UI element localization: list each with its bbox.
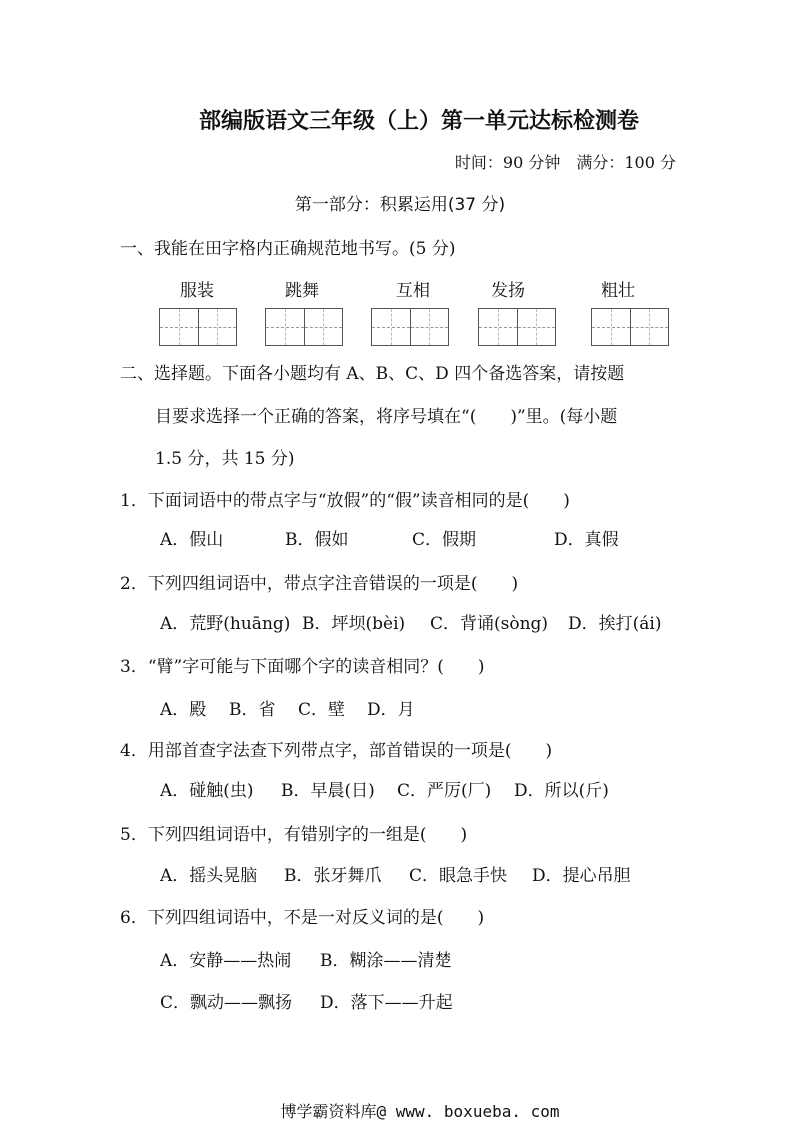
section2-heading-line3: 1.5 分，共 15 分)	[155, 449, 295, 469]
question-6-option-d[interactable]: D．落下——升起	[320, 993, 453, 1013]
question-1-option-a[interactable]: A．假山	[160, 530, 224, 550]
question-5-option-b[interactable]: B．张牙舞爪	[284, 866, 382, 886]
footer-watermark: 博学霸资料库@ www. boxueba. com	[280, 1102, 560, 1121]
question-2-option-b[interactable]: B．坪坝(bèi)	[302, 614, 406, 634]
question-1-option-c[interactable]: C．假期	[412, 530, 477, 550]
question-3-option-d[interactable]: D．月	[367, 700, 415, 720]
question-1-option-d[interactable]: D．真假	[554, 530, 619, 550]
question-3-option-b[interactable]: B．省	[229, 700, 276, 720]
question-2-option-d[interactable]: D．挨打(ái)	[568, 614, 662, 634]
question-4-option-d[interactable]: D．所以(斤)	[514, 781, 609, 801]
question-5-option-d[interactable]: D．提心吊胆	[532, 866, 631, 886]
question-6-stem: 6．下列四组词语中，不是一对反义词的是( )	[120, 908, 485, 928]
question-5-stem: 5．下列四组词语中，有错别字的一组是( )	[120, 825, 468, 845]
word-4: 发扬	[491, 281, 525, 301]
question-4-option-a[interactable]: A．碰触(虫)	[160, 781, 254, 801]
question-3-option-a[interactable]: A．殿	[160, 700, 207, 720]
question-4-option-c[interactable]: C．严厉(厂)	[397, 781, 492, 801]
writing-grid-2[interactable]	[265, 308, 343, 346]
writing-grid-1[interactable]	[159, 308, 237, 346]
word-5: 粗壮	[601, 281, 635, 301]
question-1-stem: 1．下面词语中的带点字与“放假”的“假”读音相同的是( )	[120, 491, 570, 511]
question-1-option-b[interactable]: B．假如	[285, 530, 349, 550]
question-5-option-c[interactable]: C．眼急手快	[409, 866, 508, 886]
section2-heading-line2: 目要求选择一个正确的答案，将序号填在“( )”里。(每小题	[155, 407, 618, 427]
question-2-stem: 2．下列四组词语中，带点字注音错误的一项是( )	[120, 574, 519, 594]
exam-meta: 时间：90 分钟 满分：100 分	[454, 153, 676, 172]
writing-grid-3[interactable]	[371, 308, 449, 346]
part-heading: 第一部分：积累运用(37 分)	[294, 195, 506, 215]
word-3: 互相	[396, 281, 430, 301]
question-4-stem: 4．用部首查字法查下列带点字，部首错误的一项是( )	[120, 741, 553, 761]
question-4-option-b[interactable]: B．早晨(日)	[281, 781, 375, 801]
question-6-option-a[interactable]: A．安静——热闹	[160, 951, 292, 971]
question-2-option-a[interactable]: A．荒野(huāng)	[160, 614, 291, 634]
question-5-option-a[interactable]: A．摇头晃脑	[160, 866, 258, 886]
question-3-stem: 3．“臂”字可能与下面哪个字的读音相同？( )	[120, 657, 485, 677]
question-6-option-b[interactable]: B．糊涂——清楚	[320, 951, 452, 971]
writing-grid-4[interactable]	[478, 308, 556, 346]
page-title: 部编版语文三年级（上）第一单元达标检测卷	[198, 109, 639, 134]
word-2: 跳舞	[285, 281, 319, 301]
question-6-option-c[interactable]: C．飘动——飘扬	[160, 993, 293, 1013]
question-3-option-c[interactable]: C．壁	[298, 700, 346, 720]
word-1: 服装	[180, 281, 214, 301]
question-2-option-c[interactable]: C．背诵(sòng)	[430, 614, 549, 634]
section1-heading: 一、我能在田字格内正确规范地书写。(5 分)	[120, 239, 456, 259]
section2-heading-line1: 二、选择题。下面各小题均有 A、B、C、D 四个备选答案，请按题	[120, 364, 625, 384]
writing-grid-5[interactable]	[591, 308, 669, 346]
